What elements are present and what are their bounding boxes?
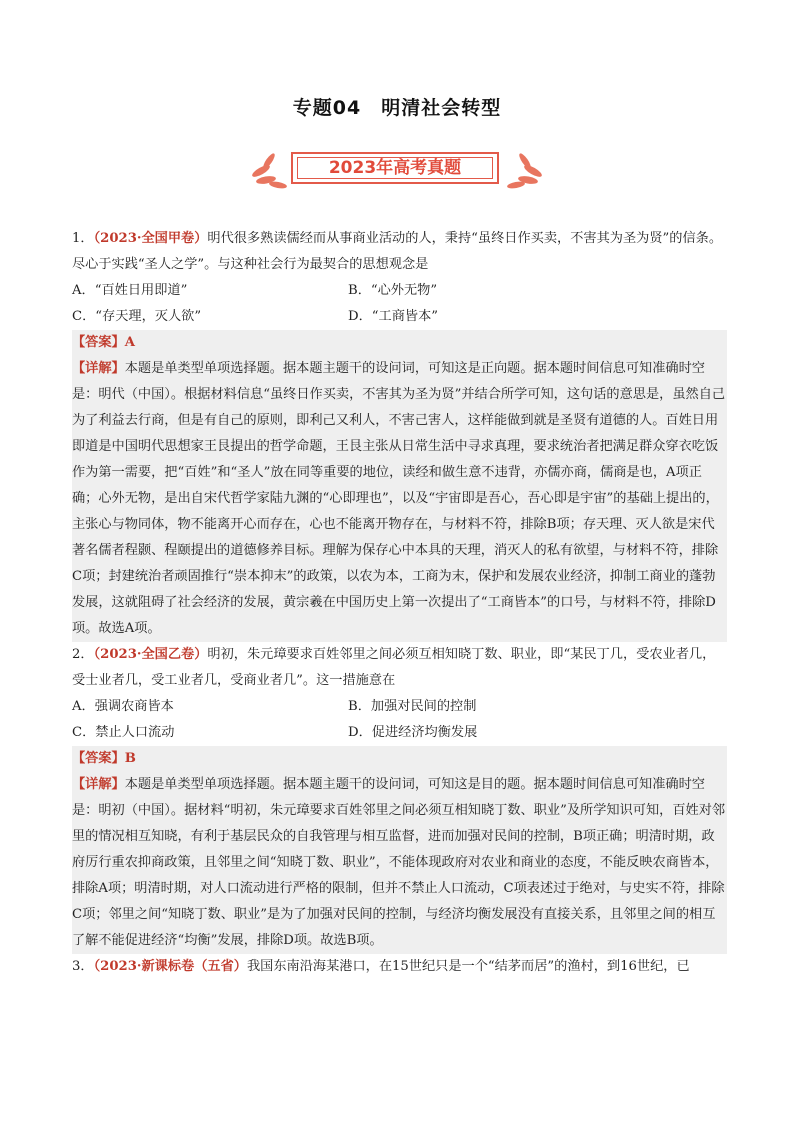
answer-value: A [124,335,135,350]
option-b: B．“心外无物” [348,283,438,298]
detail-tag: 【详解】 [72,777,125,792]
detail-tag: 【详解】 [72,361,125,376]
question-source: （2023·新课标卷（五省） [93,959,247,974]
option-d: D．促进经济均衡发展 [348,725,478,740]
question-2: 2．（2023·全国乙卷）明初，朱元璋要求百姓邻里之间必须互相知晓丁数、职业，即“某民丁几，受农业者几，受士业者几，受工业者几，受商业者几”。这一措施意在 [72,647,716,688]
question-source: （2023·全国甲卷） [93,231,208,246]
question-1: 1．（2023·全国甲卷）明代很多熟读儒经而从事商业活动的人，秉持“虽终日作买卖，不害其为圣为贤”的信条。尽心于实践“圣人之学”。与这种社会行为最契合的思想观念是 [72,231,723,272]
option-b: B．加强对民间的控制 [348,699,477,714]
answer-block-2 [72,746,727,954]
question-3: 3．（2023·新课标卷（五省）我国东南沿海某港口，在15世纪只是一个“结茅而居”的渔村，到16世纪，已 [72,959,690,974]
banner-label: 2023年高考真题 [328,158,462,178]
detail-text: 本题是单类型单项选择题。据本题主题干的设问词，可知这是目的题。据本题时间信息可知准确时空是：明初（中国）。据材料“明初，朱元璋要求百姓邻里之间必须互相知晓丁数、职业”及所学知识可知，百姓对邻里的情况相互知晓，有利于基层民众的自我管理与相互监督，进而加强对民间的控制，B项正确；明清时期，政府厉行重农抑商政策，且邻里之间“知晓丁数、职业”，不能体现政府对农业和商业的态度，不能反映农商皆本，排除A项；明清时期，对人口流动进行严格的限制，但并不禁止人口流动，C项表述过于绝对，与史实不符，排除C项；邻里之间“知晓丁数、职业”是为了加强对民间的控制，与经济均衡发展没有直接关系，且邻里之间的相互了解不能促进经济“均衡”发展，排除D项。故选B项。 [72,777,726,948]
detail-text: 本题是单类型单项选择题。据本题主题干的设问词，可知这是正向题。据本题时间信息可知准确时空是：明代（中国）。根据材料信息“虽终日作买卖，不害其为圣为贤”并结合所学可知，这句话的意思是，虽然自己为了利益去行商，但是有自己的原则，即利己又利人，不害己害人，这样能做到就是圣贤有道德的人。百姓日用即道是中国明代思想家王艮提出的哲学命题，王艮主张从日常生活中寻求真理，要求统治者把满足群众穿衣吃饭作为第一需要，把“百姓”和“圣人”放在同等重要的地位，读经和做生意不违背，亦儒亦商，儒商是也，A项正确；心外无物，是出自宋代哲学家陆九渊的“心即理也”，以及“宇宙即是吾心，吾心即是宇宙”的基础上提出的，主张心与物同体，物不能离开心而存在，心也不能离开物存在，与材料不符，排除B项；存天理、灭人欲是宋代著名儒者程颢、程颐提出的道德修养目标。理解为保存心中本具的天理，消灭人的私有欲望，与材料不符，排除C项；封建统治者顽固推行“崇本抑末”的政策，以农为本，工商为末，保护和发展农业经济，抑制工商业的蓬勃发展，这就阻碍了社会经济的发展，黄宗羲在中国历史上第一次提出了“工商皆本”的口号，与材料不符，排除D项。故选A项。 [72,361,726,636]
option-d: D．“工商皆本” [348,309,438,324]
answer-tag: 【答案】 [72,335,125,350]
page-title: 专题04 明清社会转型 [292,97,502,119]
answer-tag: 【答案】 [72,751,125,766]
question-list [72,226,727,980]
answer-value: B [124,751,136,766]
options-1 [72,278,727,330]
question-stem: 明初，朱元璋要求百姓邻里之间必须互相知晓丁数、职业，即“某民丁几，受农业者几，受士业者几，受工业者几，受商业者几”。这一措施意在 [72,647,716,688]
question-stem: 我国东南沿海某港口，在15世纪只是一个“结茅而居”的渔村，到16世纪，已 [246,959,690,974]
option-a: A．“百姓日用即道” [72,283,188,298]
option-c: C．禁止人口流动 [72,725,175,740]
options-2 [72,694,727,746]
option-c: C．“存天理，灭人欲” [72,309,202,324]
answer-block-1 [72,330,727,642]
option-a: A．强调农商皆本 [72,699,174,714]
question-source: （2023·全国乙卷） [93,647,208,662]
section-banner [249,147,545,191]
question-stem: 明代很多熟读儒经而从事商业活动的人，秉持“虽终日作买卖，不害其为圣为贤”的信条。尽心于实践“圣人之学”。与这种社会行为最契合的思想观念是 [72,231,723,272]
